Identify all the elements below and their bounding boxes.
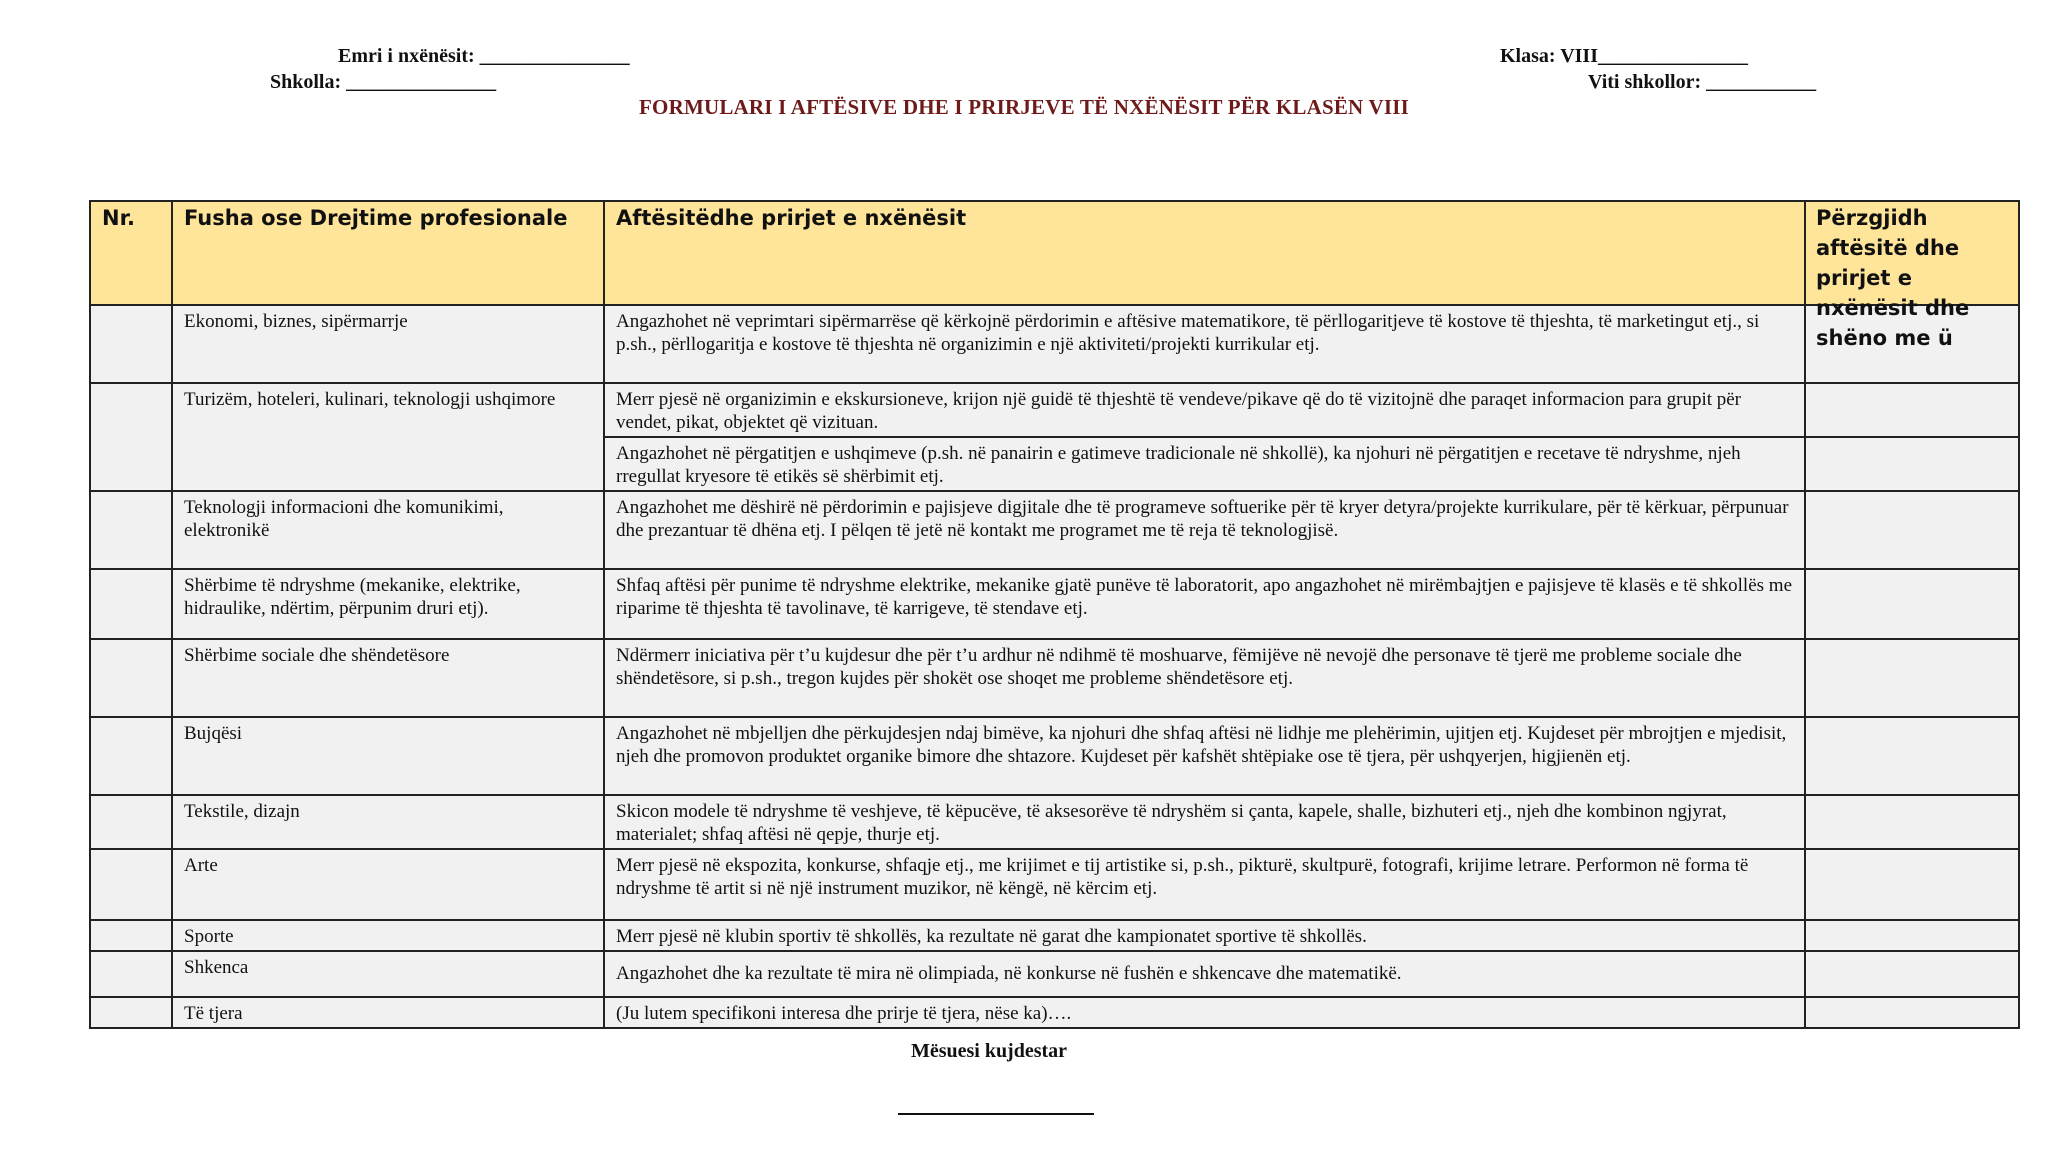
teacher-label: Mësuesi kujdestar bbox=[910, 1040, 1068, 1062]
row-number-cell[interactable] bbox=[90, 569, 172, 639]
description-cell: Shfaq aftësi për punime të ndryshme elektrike, mekanike gjatë punëve të laboratorit, apo angazhohet në mirëmbajtjen e pajisjeve të klasës e të shkollës me riparime të thjeshta të tavolinave, të karrigeve, të stendave etj. bbox=[604, 569, 1805, 639]
row-number-cell[interactable] bbox=[90, 951, 172, 997]
table-header-row bbox=[90, 201, 2019, 305]
select-cell[interactable] bbox=[1805, 717, 2019, 795]
select-cell[interactable] bbox=[1805, 920, 2019, 951]
column-header-select bbox=[1805, 201, 2019, 350]
field-cell: Shkenca bbox=[172, 951, 604, 997]
field-cell: Shërbime të ndryshme (mekanike, elektrike, hidraulike, ndërtim, përpunim druri etj). bbox=[172, 569, 604, 639]
row-number-cell[interactable] bbox=[90, 795, 172, 849]
table-row bbox=[90, 569, 2019, 639]
description-cell: Ndërmerr iniciativa për t’u kujdesur dhe për t’u ardhur në ndihmë të moshuarve, fëmijëve në nevojë dhe personave të tjerë me probleme sociale dhe shëndetësore, si p.sh., tregon kujdes për shokët ose shoqet me probleme shëndetësore etj. bbox=[604, 639, 1805, 717]
select-cell[interactable] bbox=[1805, 997, 2019, 1028]
field-cell: Turizëm, hoteleri, kulinari, teknologji ushqimore bbox=[172, 383, 604, 491]
row-number-cell[interactable] bbox=[90, 305, 172, 383]
field-cell: Shërbime sociale dhe shëndetësore bbox=[172, 639, 604, 717]
column-header-select-label: Përzgjidh aftësitë dhe prirjet e nxënësit dhe shëno me ü bbox=[1816, 206, 1970, 350]
description-cell: Angazhohet në mbjelljen dhe përkujdesjen ndaj bimëve, ka njohuri dhe shfaq aftësi në lidhje me plehërimin, ujitjen etj. Kujdeset për mbrojtjen e mjedisit, njeh dhe promovon produktet organike bimore dhe shtazore. Kujdeset për kafshët shtëpiake ose të tjera, për ushqyerjen, higjienën etj. bbox=[604, 717, 1805, 795]
table-row bbox=[90, 795, 2019, 849]
field-cell: Arte bbox=[172, 849, 604, 920]
description-cell: Angazhohet në veprimtari sipërmarrëse që kërkojnë përdorimin e aftësive matematikore, të përllogaritjeve të kostove të thjeshta, të marketingut etj., si p.sh., përllogaritja e kostove të thjeshta në organizimin e një aktiviteti/projekti kurrikular etj. bbox=[604, 305, 1805, 383]
school-year-field[interactable]: Viti shkollor: ___________ bbox=[1588, 71, 1817, 93]
field-cell: Tekstile, dizajn bbox=[172, 795, 604, 849]
table-row bbox=[90, 997, 2019, 1028]
description-cell: Angazhohet në përgatitjen e ushqimeve (p.sh. në panairin e gatimeve tradicionale në shkollë), ka njohuri në përgatitjen e recetave të ndryshme, njeh rregullat kryesore të etikës së shërbimit etj. bbox=[604, 437, 1805, 491]
select-cell[interactable] bbox=[1805, 951, 2019, 997]
column-header-nr: Nr. bbox=[90, 201, 172, 305]
select-cell[interactable] bbox=[1805, 639, 2019, 717]
row-number-cell[interactable] bbox=[90, 717, 172, 795]
table-row bbox=[90, 305, 2019, 383]
field-cell: Sporte bbox=[172, 920, 604, 951]
select-cell[interactable] bbox=[1805, 383, 2019, 437]
table-row bbox=[90, 849, 2019, 920]
select-cell[interactable] bbox=[1805, 437, 2019, 491]
form-title: FORMULARI I AFTËSIVE DHE I PRIRJEVE TË NXËNËSIT PËR KLASËN VIII bbox=[639, 95, 1409, 119]
description-cell[interactable]: (Ju lutem specifikoni interesa dhe prirje të tjera, nëse ka)…. bbox=[604, 997, 1805, 1028]
column-header-skills: Aftësitëdhe prirjet e nxënësit bbox=[604, 201, 1805, 305]
description-cell: Angazhohet me dëshirë në përdorimin e pajisjeve digjitale dhe të programeve softuerike për të kryer detyra/projekte kurrikulare, për të kërkuar, përpunuar dhe prezantuar të dhëna etj. I pëlqen të jetë në kontakt me programet me të reja të teknologjisë. bbox=[604, 491, 1805, 569]
row-number-cell[interactable] bbox=[90, 997, 172, 1028]
field-cell: Bujqësi bbox=[172, 717, 604, 795]
field-cell: Ekonomi, biznes, sipërmarrje bbox=[172, 305, 604, 383]
table-row bbox=[90, 639, 2019, 717]
select-cell[interactable] bbox=[1805, 849, 2019, 920]
table-row bbox=[90, 951, 2019, 997]
select-cell[interactable] bbox=[1805, 569, 2019, 639]
row-number-cell[interactable] bbox=[90, 849, 172, 920]
school-field[interactable]: Shkolla: _______________ bbox=[270, 71, 497, 93]
field-cell: Të tjera bbox=[172, 997, 604, 1028]
description-cell: Merr pjesë në klubin sportiv të shkollës, ka rezultate në garat dhe kampionatet sportive të shkollës. bbox=[604, 920, 1805, 951]
row-number-cell[interactable] bbox=[90, 383, 172, 491]
table-row bbox=[90, 920, 2019, 951]
table-row bbox=[90, 717, 2019, 795]
description-cell: Merr pjesë në ekspozita, konkurse, shfaqje etj., me krijimet e tij artistike si, p.sh., pikturë, skultpurë, fotografi, krijime letrare. Performon në forma të ndryshme të artit si në një instrument muzikor, në këngë, në kërcim etj. bbox=[604, 849, 1805, 920]
skills-table bbox=[89, 200, 2020, 1029]
field-cell: Teknologji informacioni dhe komunikimi, elektronikë bbox=[172, 491, 604, 569]
description-cell: Skicon modele të ndryshme të veshjeve, të këpucëve, të aksesorëve të ndryshëm si çanta, kapele, shalle, bizhuteri etj., njeh dhe kombinon ngjyrat, materialet; shfaq aftësi në qepje, thurje etj. bbox=[604, 795, 1805, 849]
column-header-field: Fusha ose Drejtime profesionale bbox=[172, 201, 604, 305]
class-field[interactable]: Klasa: VIII_______________ bbox=[1500, 45, 1748, 67]
table-row bbox=[90, 491, 2019, 569]
teacher-signature-line[interactable] bbox=[898, 1113, 1094, 1115]
select-cell[interactable] bbox=[1805, 795, 2019, 849]
description-cell: Angazhohet dhe ka rezultate të mira në olimpiada, në konkurse në fushën e shkencave dhe matematikë. bbox=[604, 951, 1805, 997]
row-number-cell[interactable] bbox=[90, 491, 172, 569]
student-name-field[interactable]: Emri i nxënësit: _______________ bbox=[338, 45, 630, 67]
select-cell[interactable] bbox=[1805, 491, 2019, 569]
table-row bbox=[90, 383, 2019, 437]
row-number-cell[interactable] bbox=[90, 920, 172, 951]
row-number-cell[interactable] bbox=[90, 639, 172, 717]
description-cell: Merr pjesë në organizimin e ekskursioneve, krijon një guidë të thjeshtë të vendeve/pikave që do të vizitojnë dhe paraqet informacion para grupit për vendet, pikat, objektet që vizituan. bbox=[604, 383, 1805, 437]
